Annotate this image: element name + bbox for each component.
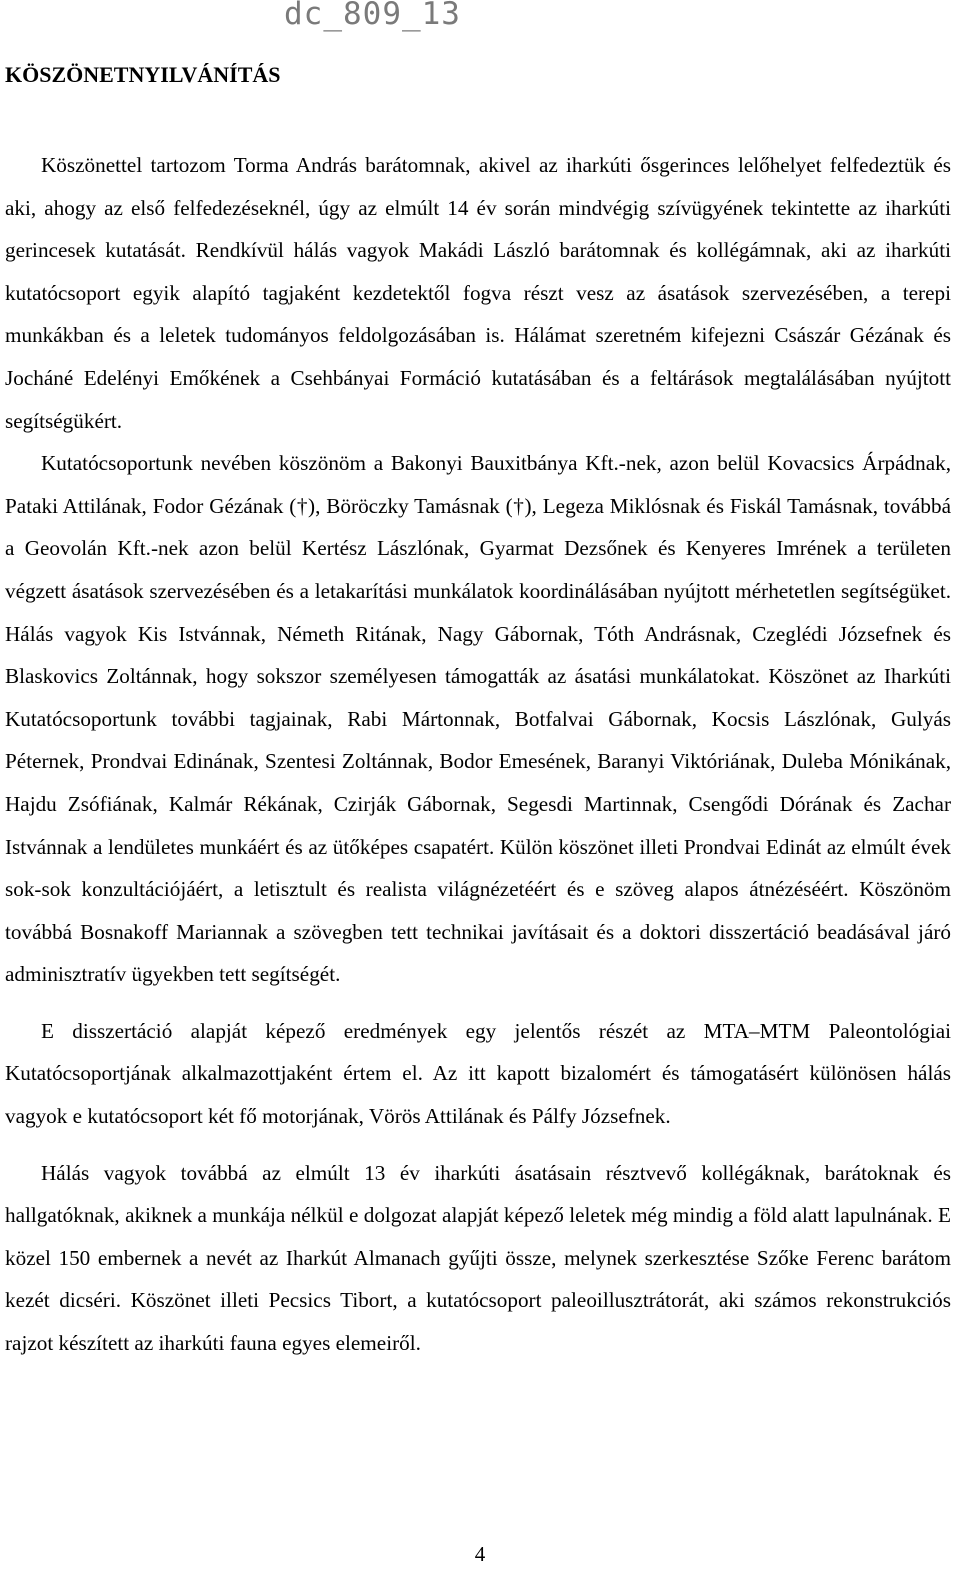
paragraph: Hálás vagyok továbbá az elmúlt 13 év iharkúti ásatásain résztvevő kollégáknak, barátoknak és hallgatóknak, akiknek a munkája nélkül e dolgozat alapját képező leletek még mindig a föld alatt lapulnának. E közel 150 embernek a nevét az Iharkút Almanach gyűjti össze, melynek szerkesztése Szőke Ferenc barátom kezét dicséri. Köszönet illeti Pecsics Tibort, a kutatócsoport paleoillusztrátorát, aki számos rekonstrukciós rajzot készített az iharkúti fauna egyes elemeiről. — [5, 1160, 951, 1356]
paragraph: E disszertáció alapját képező eredmények egy jelentős részét az MTA–MTM Paleontológiai Kutatócsoportjának alkalmazottjaként értem el. Az itt kapott bizalomért és támogatásért különösen hálás vagyok e kutatócsoport két fő motorjának, Vörös Attilának és Pálfy Józsefnek. — [5, 1018, 951, 1129]
document-id-header: dc_809_13 — [284, 0, 461, 32]
acknowledgements-body — [5, 144, 951, 1365]
paragraph: Kutatócsoportunk nevében köszönöm a Bakonyi Bauxitbánya Kft.-nek, azon belül Kovacsics Árpádnak, Pataki Attilának, Fodor Gézának (†), Böröczky Tamásnak (†), Legeza Miklósnak és Fiskál Tamásnak, továbbá a Geovolán Kft.-nek azon belül Kertész Lászlónak, Gyarmat Dezsőnek és Kenyeres Imrének a területen végzett ásatások szervezésében és a letakarítási munkálatok koordinálásában nyújtott mérhetetlen segítségüket. Hálás vagyok Kis Istvánnak, Németh Ritának, Nagy Gábornak, Tóth Andrásnak, Czeglédi Józsefnek és Blaskovics Zoltánnak, hogy sokszor személyesen támogatták az ásatási munkálatokat. Köszönet az Iharkúti Kutatócsoportunk további tagjainak, Rabi Mártonnak, Botfalvai Gábornak, Kocsis Lászlónak, Gulyás Péternek, Prondvai Edinának, Szentesi Zoltánnak, Bodor Emesének, Baranyi Viktóriának, Duleba Mónikának, Hajdu Zsófiának, Kalmár Rékának, Czirják Gábornak, Segesdi Martinnak, Csengődi Dórának és Zachar Istvánnak a lendületes munkáért és az ütőképes csapatért. Külön köszönet illeti Prondvai Edinát az elmúlt évek sok-sok konzultációjáért, a letisztult és realista világnézetéért és e szöveg alapos átnézéséért. Köszönöm továbbá Bosnakoff Mariannak a szövegben tett technikai javításait és a doktori disszertáció beadásával járó adminisztratív ügyekben tett segítségét. — [5, 451, 951, 987]
paragraph: Köszönettel tartozom Torma András barátomnak, akivel az iharkúti ősgerinces lelőhelyet felfedeztük és aki, ahogy az első felfedezéseknél, úgy az elmúlt 14 év során mindvégig szívügyének tekintette az iharkúti gerincesek kutatását. Rendkívül hálás vagyok Makádi László barátomnak és kollégámnak, aki az iharkúti kutatócsoport egyik alapító tagjaként kezdetektől fogva részt vesz az ásatások szervezésében, a terepi munkákban és a leletek tudományos feldolgozásában is. Hálámat szeretném kifejezni Császár Gézának és Jocháné Edelényi Emőkének a Csehbányai Formáció kutatásában és a feltárások megtalálásában nyújtott segítségükért. — [5, 153, 951, 433]
page-title: KÖSZÖNETNYILVÁNÍTÁS — [5, 62, 281, 87]
page-number: 4 — [474, 1542, 486, 1566]
